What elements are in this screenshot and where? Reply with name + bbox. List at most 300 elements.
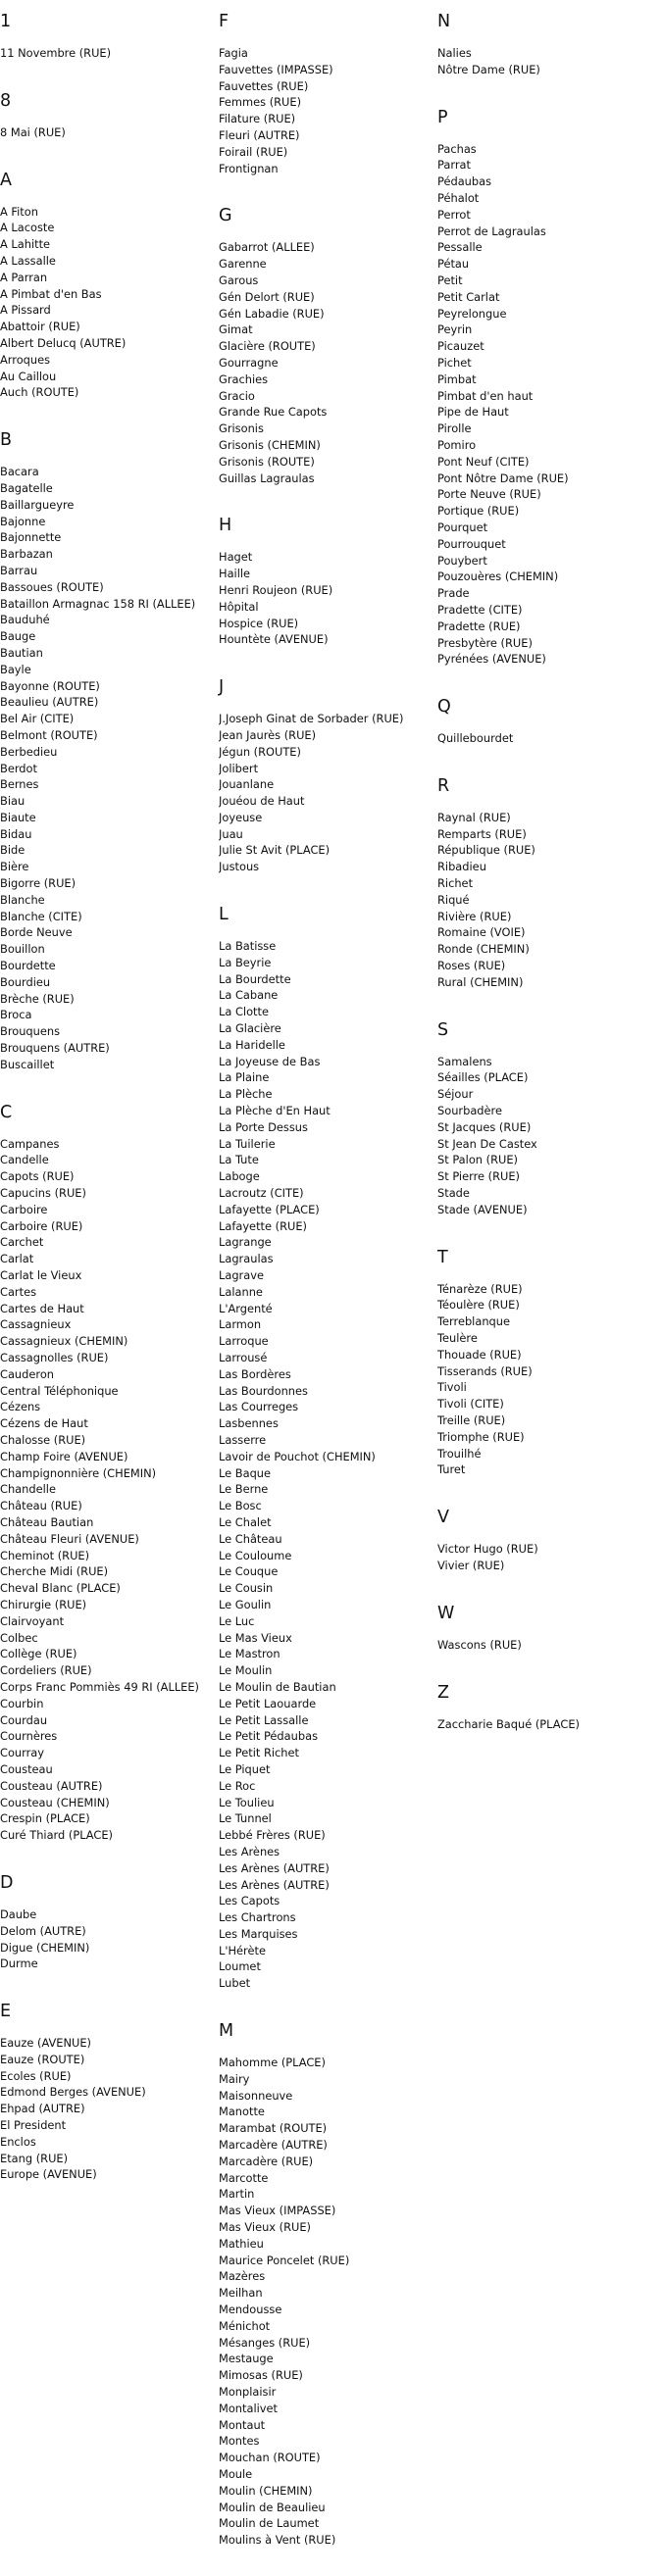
street-link[interactable]: Las Bordères bbox=[219, 1366, 291, 1381]
street-link[interactable]: Pradette (CITE) bbox=[437, 602, 523, 617]
street-link[interactable]: Bajonnette bbox=[0, 530, 62, 545]
street-link[interactable]: Le Petit Laouarde bbox=[219, 1696, 317, 1710]
street-link[interactable]: Grachies bbox=[219, 372, 269, 386]
street-link[interactable]: Gén Delort (RUE) bbox=[219, 289, 315, 304]
street-link[interactable]: Broca bbox=[0, 1008, 32, 1022]
street-link[interactable]: Le Goulin bbox=[219, 1597, 272, 1611]
street-link[interactable]: Le Baque bbox=[219, 1465, 272, 1480]
street-link[interactable]: Ribadieu bbox=[437, 860, 486, 874]
street-link[interactable]: Pyrénées (AVENUE) bbox=[437, 652, 546, 667]
street-link[interactable]: Le Mastron bbox=[219, 1647, 280, 1661]
street-link[interactable]: Château Bautian bbox=[0, 1514, 94, 1529]
street-link[interactable]: Cassagnieux (CHEMIN) bbox=[0, 1334, 128, 1349]
street-link[interactable]: Turet bbox=[437, 1462, 466, 1477]
street-link[interactable]: Les Arènes (AUTRE) bbox=[219, 1860, 330, 1875]
street-link[interactable]: Prade bbox=[437, 586, 470, 601]
street-link[interactable]: Enclos bbox=[0, 2134, 36, 2149]
street-link[interactable]: Bautian bbox=[0, 645, 43, 660]
street-link[interactable]: Carchet bbox=[0, 1235, 44, 1250]
street-link[interactable]: Montes bbox=[219, 2434, 260, 2449]
street-link[interactable]: La Haridelle bbox=[219, 1037, 285, 1052]
street-link[interactable]: Julie St Avit (PLACE) bbox=[219, 843, 331, 858]
street-link[interactable]: Séjour bbox=[437, 1087, 474, 1102]
street-link[interactable]: Pomiro bbox=[437, 437, 477, 452]
street-link[interactable]: Château (RUE) bbox=[0, 1499, 82, 1513]
street-link[interactable]: Trouilhé bbox=[437, 1446, 482, 1461]
street-link[interactable]: La Beyrie bbox=[219, 955, 272, 969]
street-link[interactable]: Bacara bbox=[0, 465, 39, 479]
street-link[interactable]: Blanche (CITE) bbox=[0, 909, 82, 923]
street-link[interactable]: Mendousse bbox=[219, 2303, 282, 2317]
street-link[interactable]: Mimosas (RUE) bbox=[219, 2368, 303, 2383]
street-link[interactable]: Le Piquet bbox=[219, 1761, 271, 1776]
street-link[interactable]: Peyrelongue bbox=[437, 306, 507, 321]
street-link[interactable]: Corps Franc Pommiès 49 RI (ALLEE) bbox=[0, 1679, 200, 1694]
street-link[interactable]: Maurice Poncelet (RUE) bbox=[219, 2253, 350, 2267]
street-link[interactable]: Cheminot (RUE) bbox=[0, 1548, 90, 1562]
street-link[interactable]: Bouillon bbox=[0, 942, 45, 957]
street-link[interactable]: Marambat (ROUTE) bbox=[219, 2121, 328, 2136]
street-link[interactable]: Cournères bbox=[0, 1729, 58, 1744]
street-link[interactable]: Lafayette (RUE) bbox=[219, 1218, 307, 1233]
street-link[interactable]: Marcotte bbox=[219, 2170, 269, 2185]
street-link[interactable]: Carlat bbox=[0, 1252, 34, 1266]
street-link[interactable]: Gourragne bbox=[219, 355, 279, 370]
street-link[interactable]: Cheval Blanc (PLACE) bbox=[0, 1581, 121, 1596]
street-link[interactable]: Courbin bbox=[0, 1696, 44, 1710]
street-link[interactable]: Le Petit Richet bbox=[219, 1746, 299, 1760]
street-link[interactable]: Bourdieu bbox=[0, 974, 51, 989]
street-link[interactable]: Lasbennes bbox=[219, 1416, 279, 1431]
street-link[interactable]: Delom (AUTRE) bbox=[0, 1923, 86, 1938]
street-link[interactable]: Cousteau bbox=[0, 1761, 53, 1776]
street-link[interactable]: Gén Labadie (RUE) bbox=[219, 306, 325, 321]
street-link[interactable]: Les Capots bbox=[219, 1894, 280, 1908]
street-link[interactable]: Lacroutz (CITE) bbox=[219, 1186, 304, 1201]
street-link[interactable]: Cartes bbox=[0, 1284, 37, 1299]
street-link[interactable]: Le Chalet bbox=[219, 1514, 272, 1529]
street-link[interactable]: Téoulère (RUE) bbox=[437, 1298, 520, 1313]
street-link[interactable]: Champ Foire (AVENUE) bbox=[0, 1449, 128, 1463]
street-link[interactable]: A Lacoste bbox=[0, 221, 55, 235]
street-link[interactable]: Ménichot bbox=[219, 2318, 271, 2333]
street-link[interactable]: Les Arènes bbox=[219, 1844, 280, 1858]
street-link[interactable]: Bataillon Armagnac 158 RI (ALLEE) bbox=[0, 596, 196, 611]
street-link[interactable]: Guillas Lagraulas bbox=[219, 471, 315, 485]
street-link[interactable]: Roses (RUE) bbox=[437, 959, 506, 973]
street-link[interactable]: St Palon (RUE) bbox=[437, 1153, 518, 1167]
street-link[interactable]: Mazères bbox=[219, 2269, 266, 2284]
street-link[interactable]: Presbytère (RUE) bbox=[437, 635, 533, 650]
street-link[interactable]: Jouanlane bbox=[219, 777, 275, 792]
street-link[interactable]: Pradette (RUE) bbox=[437, 619, 521, 633]
street-link[interactable]: Pouybert bbox=[437, 553, 487, 568]
street-link[interactable]: Glacière (ROUTE) bbox=[219, 339, 316, 354]
street-link[interactable]: Rivière (RUE) bbox=[437, 909, 512, 923]
street-link[interactable]: Bidau bbox=[0, 826, 32, 841]
street-link[interactable]: Tivoli (CITE) bbox=[437, 1397, 504, 1412]
street-link[interactable]: Bel Air (CITE) bbox=[0, 712, 75, 726]
street-link[interactable]: Lagrange bbox=[219, 1235, 272, 1250]
street-link[interactable]: La Clotte bbox=[219, 1005, 269, 1019]
street-link[interactable]: Frontignan bbox=[219, 161, 279, 175]
street-link[interactable]: Cézens de Haut bbox=[0, 1416, 88, 1431]
street-link[interactable]: Mésanges (RUE) bbox=[219, 2335, 311, 2350]
street-link[interactable]: Petit Carlat bbox=[437, 289, 500, 304]
street-link[interactable]: Hôpital bbox=[219, 599, 259, 614]
street-link[interactable]: Treille (RUE) bbox=[437, 1413, 506, 1427]
street-link[interactable]: Loumet bbox=[219, 1959, 261, 1974]
street-link[interactable]: Le Château bbox=[219, 1531, 282, 1546]
street-link[interactable]: A Lahitte bbox=[0, 237, 51, 252]
street-link[interactable]: Bagatelle bbox=[0, 480, 53, 495]
street-link[interactable]: A Lassalle bbox=[0, 253, 56, 268]
street-link[interactable]: Moulin de Beaulieu bbox=[219, 2500, 326, 2514]
street-link[interactable]: Digue (CHEMIN) bbox=[0, 1940, 90, 1955]
street-link[interactable]: Remparts (RUE) bbox=[437, 826, 527, 841]
street-link[interactable]: Le Cousin bbox=[219, 1581, 274, 1596]
street-link[interactable]: Larmon bbox=[219, 1317, 262, 1332]
street-link[interactable]: Jégun (ROUTE) bbox=[219, 744, 301, 759]
street-link[interactable]: L'Hérète bbox=[219, 1943, 266, 1957]
street-link[interactable]: La Bourdette bbox=[219, 971, 291, 986]
street-link[interactable]: Pourrouquet bbox=[437, 536, 506, 551]
street-link[interactable]: Marcadère (AUTRE) bbox=[219, 2138, 328, 2153]
street-link[interactable]: Champignonnière (CHEMIN) bbox=[0, 1465, 157, 1480]
street-link[interactable]: Lafayette (PLACE) bbox=[219, 1202, 320, 1216]
street-link[interactable]: Buscaillet bbox=[0, 1057, 55, 1071]
street-link[interactable]: Nalies bbox=[437, 46, 472, 60]
street-link[interactable]: Foirail (RUE) bbox=[219, 144, 288, 159]
street-link[interactable]: Etang (RUE) bbox=[0, 2151, 69, 2165]
street-link[interactable]: Perrot bbox=[437, 207, 471, 222]
street-link[interactable]: Le Petit Lassalle bbox=[219, 1712, 309, 1727]
street-link[interactable]: Mairy bbox=[219, 2071, 250, 2086]
street-link[interactable]: Petit bbox=[437, 272, 463, 287]
street-link[interactable]: Lasserre bbox=[219, 1432, 267, 1447]
street-link[interactable]: L'Argenté bbox=[219, 1301, 273, 1315]
street-link[interactable]: J.Joseph Ginat de Sorbader (RUE) bbox=[219, 712, 404, 726]
street-link[interactable]: Grisonis (ROUTE) bbox=[219, 454, 315, 469]
street-link[interactable]: Le Tunnel bbox=[219, 1811, 272, 1826]
street-link[interactable]: Femmes (RUE) bbox=[219, 95, 302, 110]
street-link[interactable]: La Plaine bbox=[219, 1070, 270, 1085]
street-link[interactable]: La Batisse bbox=[219, 939, 277, 954]
street-link[interactable]: Bernes bbox=[0, 777, 39, 792]
street-link[interactable]: Fauvettes (RUE) bbox=[219, 78, 309, 93]
street-link[interactable]: Vivier (RUE) bbox=[437, 1558, 505, 1572]
street-link[interactable]: Bourdette bbox=[0, 959, 56, 973]
street-link[interactable]: Berdot bbox=[0, 761, 37, 775]
street-link[interactable]: Les Marquises bbox=[219, 1926, 298, 1941]
street-link[interactable]: Las Courreges bbox=[219, 1400, 299, 1414]
street-link[interactable]: Eauze (ROUTE) bbox=[0, 2052, 85, 2066]
street-link[interactable]: Grande Rue Capots bbox=[219, 405, 328, 420]
street-link[interactable]: Mahomme (PLACE) bbox=[219, 2056, 326, 2070]
street-link[interactable]: Le Moulin de Bautian bbox=[219, 1679, 336, 1694]
street-link[interactable]: St Pierre (RUE) bbox=[437, 1169, 520, 1184]
street-link[interactable]: Collège (RUE) bbox=[0, 1647, 77, 1661]
street-link[interactable]: Porte Neuve (RUE) bbox=[437, 487, 541, 502]
street-link[interactable]: Moulin (CHEMIN) bbox=[219, 2483, 313, 2498]
street-link[interactable]: Pont Neuf (CITE) bbox=[437, 454, 530, 469]
street-link[interactable]: République (RUE) bbox=[437, 843, 535, 858]
street-link[interactable]: Durme bbox=[0, 1957, 38, 1971]
street-link[interactable]: Grisonis bbox=[219, 421, 264, 436]
street-link[interactable]: Séailles (PLACE) bbox=[437, 1070, 529, 1085]
street-link[interactable]: Brèche (RUE) bbox=[0, 991, 75, 1006]
street-link[interactable]: Curé Thiard (PLACE) bbox=[0, 1828, 113, 1843]
street-link[interactable]: La Plèche d'En Haut bbox=[219, 1104, 331, 1118]
street-link[interactable]: Parrat bbox=[437, 158, 471, 173]
street-link[interactable]: Ténarèze (RUE) bbox=[437, 1281, 523, 1296]
street-link[interactable]: Mouchan (ROUTE) bbox=[219, 2451, 321, 2465]
street-link[interactable]: Château Fleuri (AVENUE) bbox=[0, 1531, 139, 1546]
street-link[interactable]: Beaulieu (AUTRE) bbox=[0, 695, 99, 710]
street-link[interactable]: Picauzet bbox=[437, 339, 484, 354]
street-link[interactable]: Richet bbox=[437, 876, 474, 891]
street-link[interactable]: Maisonneuve bbox=[219, 2088, 293, 2103]
street-link[interactable]: Berbedieu bbox=[0, 744, 58, 759]
street-link[interactable]: La Plèche bbox=[219, 1087, 273, 1102]
street-link[interactable]: Cherche Midi (RUE) bbox=[0, 1564, 109, 1579]
street-link[interactable]: Candelle bbox=[0, 1153, 49, 1167]
street-link[interactable]: Terreblanque bbox=[437, 1314, 511, 1329]
street-link[interactable]: Courray bbox=[0, 1746, 45, 1760]
street-link[interactable]: La Joyeuse de Bas bbox=[219, 1054, 321, 1068]
street-link[interactable]: Haget bbox=[219, 550, 253, 565]
street-link[interactable]: Cousteau (CHEMIN) bbox=[0, 1795, 110, 1809]
street-link[interactable]: Le Bosc bbox=[219, 1499, 262, 1513]
street-link[interactable]: Ehpad (AUTRE) bbox=[0, 2102, 85, 2116]
street-link[interactable]: Mas Vieux (RUE) bbox=[219, 2220, 311, 2235]
street-link[interactable]: Central Téléphonique bbox=[0, 1383, 119, 1398]
street-link[interactable]: Larrousé bbox=[219, 1351, 268, 1364]
street-link[interactable]: Capucins (RUE) bbox=[0, 1186, 86, 1201]
street-link[interactable]: Le Petit Pédaubas bbox=[219, 1729, 319, 1744]
street-link[interactable]: Lebbé Frères (RUE) bbox=[219, 1828, 326, 1843]
street-link[interactable]: Henri Roujeon (RUE) bbox=[219, 582, 333, 597]
street-link[interactable]: Pimbat d'en haut bbox=[437, 388, 534, 403]
street-link[interactable]: Gracio bbox=[219, 388, 255, 403]
street-link[interactable]: Wascons (RUE) bbox=[437, 1637, 522, 1652]
street-link[interactable]: A Pimbat d'en Bas bbox=[0, 286, 102, 301]
street-link[interactable]: Le Mas Vieux bbox=[219, 1630, 292, 1645]
street-link[interactable]: Zaccharie Baqué (PLACE) bbox=[437, 1716, 580, 1731]
street-link[interactable]: Biaute bbox=[0, 810, 36, 824]
street-link[interactable]: Pachas bbox=[437, 141, 477, 156]
street-link[interactable]: Juau bbox=[219, 826, 243, 841]
street-link[interactable]: La Tuilerie bbox=[219, 1136, 276, 1151]
street-link[interactable]: 8 Mai (RUE) bbox=[0, 124, 66, 139]
street-link[interactable]: Jean Jaurès (RUE) bbox=[219, 727, 317, 742]
street-link[interactable]: Capots (RUE) bbox=[0, 1169, 75, 1184]
street-link[interactable]: Bajonne bbox=[0, 514, 46, 528]
street-link[interactable]: Biau bbox=[0, 794, 25, 809]
street-link[interactable]: Clairvoyant bbox=[0, 1613, 65, 1628]
street-link[interactable]: Pouzouères (CHEMIN) bbox=[437, 570, 559, 584]
street-link[interactable]: Tivoli bbox=[437, 1380, 467, 1395]
street-link[interactable]: Gabarrot (ALLEE) bbox=[219, 240, 315, 255]
street-link[interactable]: Fleuri (AUTRE) bbox=[219, 127, 300, 142]
street-link[interactable]: Pimbat bbox=[437, 372, 477, 386]
street-link[interactable]: Monplaisir bbox=[219, 2385, 277, 2400]
street-link[interactable]: Crespin (PLACE) bbox=[0, 1811, 90, 1826]
street-link[interactable]: Pirolle bbox=[437, 421, 472, 436]
street-link[interactable]: Grisonis (CHEMIN) bbox=[219, 437, 321, 452]
street-link[interactable]: Peyrin bbox=[437, 322, 473, 337]
street-link[interactable]: Chandelle bbox=[0, 1482, 56, 1497]
street-link[interactable]: Martin bbox=[219, 2187, 255, 2202]
street-link[interactable]: Le Couque bbox=[219, 1564, 279, 1579]
street-link[interactable]: Abattoir (RUE) bbox=[0, 320, 80, 334]
street-link[interactable]: Baillargueyre bbox=[0, 497, 75, 512]
street-link[interactable]: Cauderon bbox=[0, 1366, 55, 1381]
street-link[interactable]: Carboire (RUE) bbox=[0, 1218, 83, 1233]
street-link[interactable]: Bide bbox=[0, 843, 25, 858]
street-link[interactable]: Moulin de Laumet bbox=[219, 2516, 320, 2531]
street-link[interactable]: Marcadère (RUE) bbox=[219, 2154, 314, 2168]
street-link[interactable]: La Cabane bbox=[219, 988, 279, 1003]
street-link[interactable]: Ecoles (RUE) bbox=[0, 2068, 72, 2083]
street-link[interactable]: Campanes bbox=[0, 1136, 60, 1151]
street-link[interactable]: Chirurgie (RUE) bbox=[0, 1597, 87, 1611]
street-link[interactable]: Triomphe (RUE) bbox=[437, 1429, 525, 1444]
street-link[interactable]: Les Chartrons bbox=[219, 1910, 296, 1925]
street-link[interactable]: Bayonne (ROUTE) bbox=[0, 678, 100, 693]
street-link[interactable]: Rural (CHEMIN) bbox=[437, 974, 524, 989]
street-link[interactable]: Le Roc bbox=[219, 1778, 256, 1793]
street-link[interactable]: Lagrave bbox=[219, 1268, 264, 1283]
street-link[interactable]: Tisserands (RUE) bbox=[437, 1363, 533, 1378]
street-link[interactable]: Stade (AVENUE) bbox=[437, 1202, 528, 1216]
street-link[interactable]: El President bbox=[0, 2118, 67, 2133]
street-link[interactable]: Quillebourdet bbox=[437, 731, 514, 746]
street-link[interactable]: Mestauge bbox=[219, 2352, 274, 2366]
street-link[interactable]: Belmont (ROUTE) bbox=[0, 727, 98, 742]
street-link[interactable]: La Glacière bbox=[219, 1021, 281, 1036]
street-link[interactable]: Cousteau (AUTRE) bbox=[0, 1778, 103, 1793]
street-link[interactable]: Las Bourdonnes bbox=[219, 1383, 308, 1398]
street-link[interactable]: Portique (RUE) bbox=[437, 504, 520, 519]
street-link[interactable]: Courdau bbox=[0, 1712, 48, 1727]
street-link[interactable]: Mathieu bbox=[219, 2236, 264, 2251]
street-link[interactable]: Samalens bbox=[437, 1054, 492, 1068]
street-link[interactable]: Hospice (RUE) bbox=[219, 616, 299, 630]
street-link[interactable]: Brouquens (AUTRE) bbox=[0, 1041, 110, 1056]
street-link[interactable]: Gimat bbox=[219, 322, 253, 337]
street-link[interactable]: Riqué bbox=[437, 892, 470, 907]
street-link[interactable]: Au Caillou bbox=[0, 369, 57, 383]
street-link[interactable]: Haille bbox=[219, 567, 251, 581]
street-link[interactable]: Edmond Berges (AVENUE) bbox=[0, 2085, 146, 2100]
street-link[interactable]: Lavoir de Pouchot (CHEMIN) bbox=[219, 1449, 376, 1463]
street-link[interactable]: Carlat le Vieux bbox=[0, 1268, 82, 1283]
street-link[interactable]: Bigorre (RUE) bbox=[0, 876, 76, 891]
street-link[interactable]: Cézens bbox=[0, 1400, 41, 1414]
street-link[interactable]: Le Toulieu bbox=[219, 1795, 275, 1809]
street-link[interactable]: Mas Vieux (IMPASSE) bbox=[219, 2204, 336, 2218]
street-link[interactable]: 11 Novembre (RUE) bbox=[0, 46, 112, 60]
street-link[interactable]: Laboge bbox=[219, 1169, 260, 1184]
street-link[interactable]: Pont Nôtre Dame (RUE) bbox=[437, 471, 569, 485]
street-link[interactable]: Arroques bbox=[0, 352, 51, 367]
street-link[interactable]: Carboire bbox=[0, 1202, 48, 1216]
street-link[interactable]: Cartes de Haut bbox=[0, 1301, 84, 1315]
street-link[interactable]: Sourbadère bbox=[437, 1104, 502, 1118]
street-link[interactable]: Thouade (RUE) bbox=[437, 1347, 522, 1362]
street-link[interactable]: Moulins à Vent (RUE) bbox=[219, 2533, 336, 2548]
street-link[interactable]: La Tute bbox=[219, 1153, 259, 1167]
street-link[interactable]: Bauduhé bbox=[0, 613, 50, 627]
street-link[interactable]: Bière bbox=[0, 860, 29, 874]
street-link[interactable]: Auch (ROUTE) bbox=[0, 385, 79, 400]
street-link[interactable]: A Parran bbox=[0, 270, 48, 284]
street-link[interactable]: Larroque bbox=[219, 1334, 269, 1349]
street-link[interactable]: Raynal (RUE) bbox=[437, 810, 511, 824]
street-link[interactable]: Pédaubas bbox=[437, 174, 492, 189]
street-link[interactable]: Le Luc bbox=[219, 1613, 255, 1628]
street-link[interactable]: Perrot de Lagraulas bbox=[437, 223, 546, 238]
street-link[interactable]: Péhalot bbox=[437, 190, 480, 205]
street-link[interactable]: Colbec bbox=[0, 1630, 38, 1645]
street-link[interactable]: Bayle bbox=[0, 662, 31, 676]
street-link[interactable]: Le Berne bbox=[219, 1482, 269, 1497]
street-link[interactable]: Brouquens bbox=[0, 1024, 61, 1039]
street-link[interactable]: Lagraulas bbox=[219, 1252, 274, 1266]
street-link[interactable]: Pessalle bbox=[437, 240, 483, 255]
street-link[interactable]: Meilhan bbox=[219, 2286, 263, 2301]
street-link[interactable]: Lalanne bbox=[219, 1284, 263, 1299]
street-link[interactable]: Lubet bbox=[219, 1976, 251, 1991]
street-link[interactable]: Le Couloume bbox=[219, 1548, 292, 1562]
street-link[interactable]: Cassagnieux bbox=[0, 1317, 72, 1332]
street-link[interactable]: Victor Hugo (RUE) bbox=[437, 1542, 538, 1557]
street-link[interactable]: A Pissard bbox=[0, 303, 51, 318]
street-link[interactable]: Cassagnolles (RUE) bbox=[0, 1351, 109, 1364]
street-link[interactable]: St Jean De Castex bbox=[437, 1136, 537, 1151]
street-link[interactable]: Stade bbox=[437, 1186, 470, 1201]
street-link[interactable]: Garenne bbox=[219, 257, 267, 272]
street-link[interactable]: Barbazan bbox=[0, 547, 53, 562]
street-link[interactable]: Jouéou de Haut bbox=[219, 794, 305, 809]
street-link[interactable]: Montaut bbox=[219, 2417, 266, 2432]
street-link[interactable]: Barrau bbox=[0, 563, 38, 577]
street-link[interactable]: Ronde (CHEMIN) bbox=[437, 942, 530, 957]
street-link[interactable]: Fagia bbox=[219, 46, 248, 60]
street-link[interactable]: Europe (AVENUE) bbox=[0, 2167, 97, 2182]
street-link[interactable]: Joyeuse bbox=[219, 810, 263, 824]
street-link[interactable]: Bassoues (ROUTE) bbox=[0, 579, 104, 594]
street-link[interactable]: Les Arènes (AUTRE) bbox=[219, 1877, 330, 1892]
street-link[interactable]: Daube bbox=[0, 1907, 37, 1921]
street-link[interactable]: Pourquet bbox=[437, 520, 488, 534]
street-link[interactable]: Pipe de Haut bbox=[437, 405, 509, 420]
street-link[interactable]: Hountète (AVENUE) bbox=[219, 632, 329, 647]
street-link[interactable]: Garous bbox=[219, 272, 259, 287]
street-link[interactable]: Jolibert bbox=[219, 761, 259, 775]
street-link[interactable]: Cordeliers (RUE) bbox=[0, 1663, 92, 1678]
street-link[interactable]: La Porte Dessus bbox=[219, 1119, 308, 1134]
street-link[interactable]: Fauvettes (IMPASSE) bbox=[219, 62, 333, 76]
street-link[interactable]: Manotte bbox=[219, 2105, 265, 2119]
street-link[interactable]: Bauge bbox=[0, 629, 36, 644]
street-link[interactable]: Eauze (AVENUE) bbox=[0, 2036, 91, 2051]
street-link[interactable]: Borde Neuve bbox=[0, 925, 73, 940]
street-link[interactable]: St Jacques (RUE) bbox=[437, 1119, 532, 1134]
street-link[interactable]: Pétau bbox=[437, 257, 470, 272]
street-link[interactable]: Chalosse (RUE) bbox=[0, 1432, 86, 1447]
